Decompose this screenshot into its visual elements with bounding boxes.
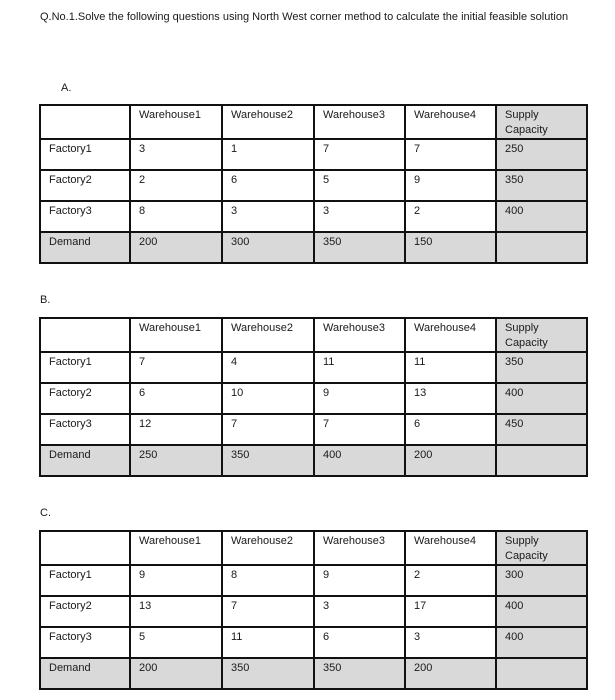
table-row bbox=[40, 170, 587, 201]
row-label: Factory2 bbox=[40, 596, 130, 627]
demand-cell: 350 bbox=[222, 445, 314, 476]
header-warehouse4: Warehouse4 bbox=[405, 318, 496, 352]
demand-cell: 400 bbox=[314, 445, 405, 476]
cost-cell: 2 bbox=[405, 565, 496, 596]
row-label: Factory3 bbox=[40, 414, 130, 445]
table-row bbox=[40, 352, 587, 383]
cost-cell: 5 bbox=[314, 170, 405, 201]
cost-cell: 2 bbox=[405, 201, 496, 232]
demand-cell: 200 bbox=[130, 658, 222, 689]
header-warehouse2: Warehouse2 bbox=[222, 531, 314, 565]
table-row bbox=[40, 627, 587, 658]
row-label: Factory3 bbox=[40, 201, 130, 232]
table-row bbox=[40, 139, 587, 170]
cost-cell: 7 bbox=[314, 139, 405, 170]
table-row bbox=[40, 201, 587, 232]
row-label: Factory1 bbox=[40, 352, 130, 383]
cost-cell: 9 bbox=[405, 170, 496, 201]
supply-cell: 400 bbox=[496, 627, 587, 658]
cost-cell: 1 bbox=[222, 139, 314, 170]
cost-cell: 3 bbox=[314, 596, 405, 627]
cost-cell: 2 bbox=[130, 170, 222, 201]
header-warehouse1: Warehouse1 bbox=[130, 105, 222, 139]
cost-cell: 11 bbox=[405, 352, 496, 383]
question-text: Q.No.1.Solve the following questions using North West corner method to calculate the initial feasible solution bbox=[40, 11, 569, 23]
cost-cell: 8 bbox=[130, 201, 222, 232]
demand-cell: 200 bbox=[405, 445, 496, 476]
header-corner-cell bbox=[40, 531, 130, 565]
cost-cell: 11 bbox=[314, 352, 405, 383]
header-warehouse1: Warehouse1 bbox=[130, 318, 222, 352]
part-c-label: C. bbox=[40, 507, 51, 519]
row-label: Factory1 bbox=[40, 565, 130, 596]
header-warehouse4: Warehouse4 bbox=[405, 105, 496, 139]
cost-cell: 5 bbox=[130, 627, 222, 658]
cost-cell: 7 bbox=[405, 139, 496, 170]
cost-cell: 13 bbox=[405, 383, 496, 414]
header-warehouse4: Warehouse4 bbox=[405, 531, 496, 565]
demand-cell: 350 bbox=[314, 658, 405, 689]
cost-cell: 3 bbox=[130, 139, 222, 170]
header-supply-capacity: Supply Capacity bbox=[496, 105, 587, 139]
row-label: Factory3 bbox=[40, 627, 130, 658]
cost-cell: 12 bbox=[130, 414, 222, 445]
demand-row bbox=[40, 658, 587, 689]
cost-cell: 9 bbox=[130, 565, 222, 596]
supply-cell: 400 bbox=[496, 201, 587, 232]
supply-cell: 300 bbox=[496, 565, 587, 596]
table-row bbox=[40, 383, 587, 414]
cost-cell: 7 bbox=[222, 596, 314, 627]
cost-cell: 9 bbox=[314, 565, 405, 596]
cost-cell: 6 bbox=[222, 170, 314, 201]
header-warehouse3: Warehouse3 bbox=[314, 105, 405, 139]
cost-cell: 7 bbox=[130, 352, 222, 383]
header-warehouse2: Warehouse2 bbox=[222, 318, 314, 352]
cost-cell: 3 bbox=[405, 627, 496, 658]
cost-cell: 8 bbox=[222, 565, 314, 596]
table-header-row bbox=[40, 531, 587, 565]
part-a-table bbox=[39, 104, 588, 264]
supply-cell: 400 bbox=[496, 596, 587, 627]
demand-total-cell bbox=[496, 658, 587, 689]
table-row bbox=[40, 596, 587, 627]
part-c-table bbox=[39, 530, 588, 690]
demand-total-cell bbox=[496, 232, 587, 263]
cost-cell: 6 bbox=[405, 414, 496, 445]
supply-cell: 350 bbox=[496, 170, 587, 201]
row-label: Factory1 bbox=[40, 139, 130, 170]
demand-cell: 350 bbox=[314, 232, 405, 263]
table-header-row bbox=[40, 105, 587, 139]
demand-cell: 200 bbox=[405, 658, 496, 689]
header-corner-cell bbox=[40, 105, 130, 139]
cost-cell: 10 bbox=[222, 383, 314, 414]
cost-cell: 6 bbox=[130, 383, 222, 414]
header-warehouse1: Warehouse1 bbox=[130, 531, 222, 565]
table-row bbox=[40, 414, 587, 445]
demand-cell: 250 bbox=[130, 445, 222, 476]
header-supply-capacity: Supply Capacity bbox=[496, 531, 587, 565]
part-b-table bbox=[39, 317, 588, 477]
header-corner-cell bbox=[40, 318, 130, 352]
supply-cell: 400 bbox=[496, 383, 587, 414]
demand-label: Demand bbox=[40, 445, 130, 476]
header-supply-capacity: Supply Capacity bbox=[496, 318, 587, 352]
demand-cell: 350 bbox=[222, 658, 314, 689]
demand-cell: 300 bbox=[222, 232, 314, 263]
header-warehouse3: Warehouse3 bbox=[314, 318, 405, 352]
cost-cell: 11 bbox=[222, 627, 314, 658]
header-warehouse2: Warehouse2 bbox=[222, 105, 314, 139]
cost-cell: 6 bbox=[314, 627, 405, 658]
demand-label: Demand bbox=[40, 658, 130, 689]
row-label: Factory2 bbox=[40, 383, 130, 414]
cost-cell: 7 bbox=[222, 414, 314, 445]
cost-cell: 3 bbox=[314, 201, 405, 232]
demand-row bbox=[40, 445, 587, 476]
demand-label: Demand bbox=[40, 232, 130, 263]
demand-cell: 200 bbox=[130, 232, 222, 263]
table-row bbox=[40, 565, 587, 596]
demand-cell: 150 bbox=[405, 232, 496, 263]
cost-cell: 17 bbox=[405, 596, 496, 627]
header-warehouse3: Warehouse3 bbox=[314, 531, 405, 565]
cost-cell: 4 bbox=[222, 352, 314, 383]
supply-cell: 250 bbox=[496, 139, 587, 170]
table-header-row bbox=[40, 318, 587, 352]
part-b-label: B. bbox=[40, 294, 51, 306]
cost-cell: 3 bbox=[222, 201, 314, 232]
part-a-label: A. bbox=[61, 82, 72, 94]
supply-cell: 450 bbox=[496, 414, 587, 445]
cost-cell: 7 bbox=[314, 414, 405, 445]
demand-total-cell bbox=[496, 445, 587, 476]
demand-row bbox=[40, 232, 587, 263]
cost-cell: 13 bbox=[130, 596, 222, 627]
row-label: Factory2 bbox=[40, 170, 130, 201]
cost-cell: 9 bbox=[314, 383, 405, 414]
supply-cell: 350 bbox=[496, 352, 587, 383]
